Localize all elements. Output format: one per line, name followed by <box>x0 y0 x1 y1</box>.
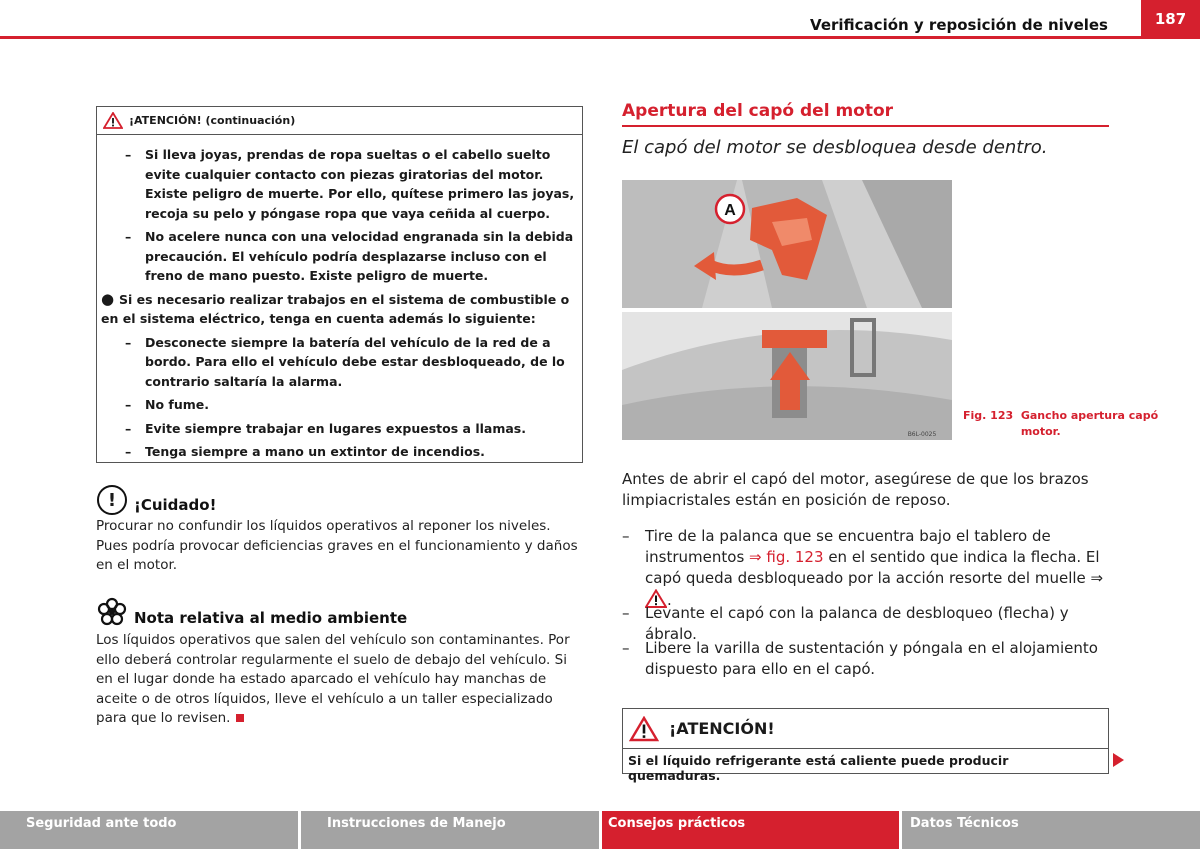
tab-instrucciones[interactable]: Instrucciones de Manejo <box>301 811 599 849</box>
page-number: 187 <box>1141 0 1200 38</box>
list-item: – No acelere nunca con una velocidad engranada sin la debida precaución. El vehículo podría desplazarse incluso con el freno de mano puesto. Existe peligro de muerte. <box>101 227 578 286</box>
tab-seguridad[interactable]: Seguridad ante todo <box>0 811 298 849</box>
warning-triangle-icon <box>629 716 659 742</box>
hood-release-illustration <box>622 180 952 440</box>
end-marker-icon <box>236 714 244 722</box>
list-item: – Desconecte siempre la batería del vehículo de la red de a bordo. Para ello el vehículo debe estar desbloqueado, de lo contrario saltaría la alarma. <box>101 333 578 392</box>
figure-label-a: A <box>724 202 736 219</box>
warning-text: Si el líquido refrigerante está caliente puede producir quemaduras. <box>628 753 1009 783</box>
figure-code: B6L-0025 <box>907 431 937 438</box>
warning-continued-title: ¡ATENCIÓN! (continuación) <box>129 114 296 127</box>
header-rule <box>0 36 1200 39</box>
warning-triangle-icon <box>103 112 123 129</box>
warning-continued-header <box>97 107 582 135</box>
warning-title: ¡ATENCIÓN! <box>669 719 775 738</box>
tab-datos-tecnicos[interactable]: Datos Técnicos <box>902 811 1200 849</box>
flower-icon <box>97 597 127 627</box>
list-item: – Si lleva joyas, prendas de ropa sueltas o el cabello suelto evite cualquier contacto con piezas giratorias del motor. Existe peligro de muerte. Por ello, quítese primero las joyas, recoja su pelo y póngase ropa que vaya ceñida al cuerpo. <box>101 145 578 223</box>
next-page-arrow-icon[interactable] <box>1113 753 1124 767</box>
environment-text: Los líquidos operativos que salen del vehículo son contaminantes. Por ello deberá controlar regularmente el suelo de debajo del vehículo. Si en el lugar donde ha estado aparcado el vehículo hay manchas de aceite o de otros líquidos, lleve el vehículo a un taller especializado para que lo revisen. <box>96 632 570 726</box>
caution-text: Procurar no confundir los líquidos operativos al reponer los niveles. Pues podría provocar deficiencias graves en el funcionamiento y daños en el motor. <box>96 518 578 573</box>
warning-box-header <box>623 709 1108 749</box>
intro-paragraph: Antes de abrir el capó del motor, asegúrese de que los brazos limpiacristales están en posición de reposo. <box>622 470 1089 509</box>
caution-icon: ! <box>97 485 127 515</box>
caution-title: ¡Cuidado! <box>134 496 217 514</box>
bullet-icon: ● <box>101 289 115 308</box>
step-2: – Levante el capó con la palanca de desbloqueo (flecha) y ábralo. <box>622 604 1069 643</box>
section-heading: Apertura del capó del motor <box>622 101 894 121</box>
figure-hood-release <box>622 180 952 440</box>
environment-title: Nota relativa al medio ambiente <box>134 609 408 627</box>
warning-continued-box <box>96 106 583 463</box>
figure-caption: Fig. 123 Gancho apertura capó motor. <box>963 409 1159 438</box>
footer-nav <box>0 811 1200 849</box>
list-item: – No fume. <box>101 395 578 415</box>
list-item: – Tenga siempre a mano un extintor de incendios. <box>101 442 578 462</box>
figure-reference-link[interactable]: ⇒ fig. 123 <box>749 548 824 566</box>
tab-consejos[interactable]: Consejos prácticos <box>602 811 899 849</box>
step-1: – Tire de la palanca que se encuentra bajo el tablero de instrumentos ⇒ fig. 123 en el sentido que indica la flecha. El capó queda desbloqueado por la acción resorte del muelle ⇒ . <box>622 527 1104 609</box>
list-item: – Evite siempre trabajar en lugares expuestos a llamas. <box>101 419 578 439</box>
section-subheading: El capó del motor se desbloquea desde dentro. <box>622 137 1048 158</box>
list-item: ● Si es necesario realizar trabajos en el sistema de combustible o en el sistema eléctrico, tenga en cuenta además lo siguiente: <box>101 289 570 326</box>
page-header-title: Verificación y reposición de niveles <box>810 16 1108 34</box>
warning-box <box>622 708 1109 783</box>
step-3: – Libere la varilla de sustentación y póngala en el alojamiento dispuesto para ello en el capó. <box>622 639 1098 678</box>
section-heading-rule <box>622 125 1109 127</box>
